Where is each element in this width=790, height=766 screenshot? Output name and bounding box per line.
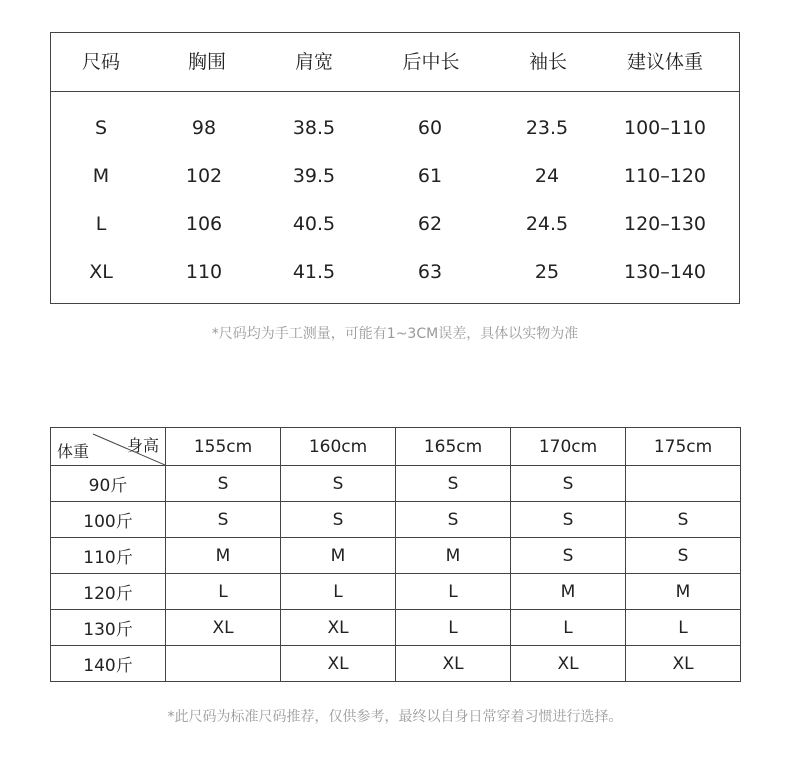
chest-cell: 110 (185, 261, 223, 283)
size-recommendation: L (166, 574, 281, 610)
height-header: 170cm (511, 428, 626, 466)
height-header: 160cm (281, 428, 396, 466)
size-table-header (51, 33, 739, 92)
length-cell: 63 (417, 261, 443, 283)
weight-label: 90斤 (51, 466, 166, 502)
weight-label: 100斤 (51, 502, 166, 538)
weight-label: 110斤 (51, 538, 166, 574)
size-recommendation: M (511, 574, 626, 610)
size-recommendation (166, 646, 281, 682)
weight-cell: 110–120 (623, 165, 707, 187)
size-row (51, 167, 739, 191)
size-recommendation: S (626, 502, 741, 538)
size-row (51, 215, 739, 239)
chest-cell: 106 (185, 213, 223, 235)
size-recommendation: XL (166, 610, 281, 646)
size-recommendation: S (396, 502, 511, 538)
height-header: 175cm (626, 428, 741, 466)
length-cell: 61 (417, 165, 443, 187)
size-recommendation: XL (281, 610, 396, 646)
corner-height-label: 身高 (126, 436, 159, 455)
shoulder-cell: 39.5 (292, 165, 336, 187)
weight-cell: 120–130 (623, 213, 707, 235)
size-recommendation: S (396, 466, 511, 502)
size-recommendation: S (166, 466, 281, 502)
size-recommendation: M (626, 574, 741, 610)
sleeve-cell: 25 (534, 261, 560, 283)
size-measurement-table (50, 32, 740, 304)
shoulder-cell: 38.5 (292, 117, 336, 139)
weight-row (51, 538, 741, 574)
sleeve-cell: 24 (534, 165, 560, 187)
size-recommendation (626, 466, 741, 502)
size-cell: S (94, 117, 108, 139)
header-size: 尺码 (81, 51, 121, 73)
weight-row (51, 466, 741, 502)
chest-cell: 102 (185, 165, 223, 187)
size-row (51, 119, 739, 143)
size-recommendation: S (166, 502, 281, 538)
weight-row (51, 646, 741, 682)
weight-label: 130斤 (51, 610, 166, 646)
size-recommendation: L (281, 574, 396, 610)
size-recommendation: M (166, 538, 281, 574)
weight-cell: 130–140 (623, 261, 707, 283)
header-sleeve: 袖长 (528, 51, 568, 73)
weight-label: 140斤 (51, 646, 166, 682)
shoulder-cell: 40.5 (292, 213, 336, 235)
size-recommendation: S (511, 466, 626, 502)
size-recommendation: XL (511, 646, 626, 682)
chest-cell: 98 (191, 117, 217, 139)
weight-label: 120斤 (51, 574, 166, 610)
size-recommendation: XL (281, 646, 396, 682)
size-recommendation: S (281, 502, 396, 538)
weight-row (51, 610, 741, 646)
size-cell: L (95, 213, 107, 235)
weight-row (51, 574, 741, 610)
size-recommendation: S (281, 466, 396, 502)
size-recommendation: L (626, 610, 741, 646)
size-cell: M (92, 165, 110, 187)
size-cell: XL (89, 261, 113, 283)
length-cell: 60 (417, 117, 443, 139)
length-cell: 62 (417, 213, 443, 235)
size-recommendation: L (396, 574, 511, 610)
header-chest: 胸围 (187, 51, 227, 73)
size-recommendation: XL (626, 646, 741, 682)
recommendation-note: *此尺码为标准尺码推荐，仅供参考，最终以自身日常穿着习惯进行选择。 (167, 709, 623, 725)
size-recommendation: S (511, 502, 626, 538)
header-length: 后中长 (402, 51, 460, 73)
measurement-note: *尺码均为手工测量，可能有1~3CM误差，具体以实物为准 (211, 326, 579, 342)
size-recommendation: S (626, 538, 741, 574)
size-recommendation: XL (396, 646, 511, 682)
sleeve-cell: 23.5 (525, 117, 569, 139)
header-shoulder: 肩宽 (294, 51, 334, 73)
weight-row (51, 502, 741, 538)
height-header-row (51, 428, 741, 466)
size-recommendation: S (511, 538, 626, 574)
header-weight: 建议体重 (626, 51, 704, 73)
corner-cell (51, 428, 166, 466)
weight-cell: 100–110 (623, 117, 707, 139)
sleeve-cell: 24.5 (525, 213, 569, 235)
size-row (51, 263, 739, 287)
height-header: 155cm (166, 428, 281, 466)
shoulder-cell: 41.5 (292, 261, 336, 283)
size-recommendation-grid (50, 427, 741, 682)
corner-weight-label: 体重 (57, 442, 90, 461)
size-recommendation: M (281, 538, 396, 574)
height-header: 165cm (396, 428, 511, 466)
size-recommendation: L (511, 610, 626, 646)
size-recommendation: L (396, 610, 511, 646)
size-recommendation: M (396, 538, 511, 574)
